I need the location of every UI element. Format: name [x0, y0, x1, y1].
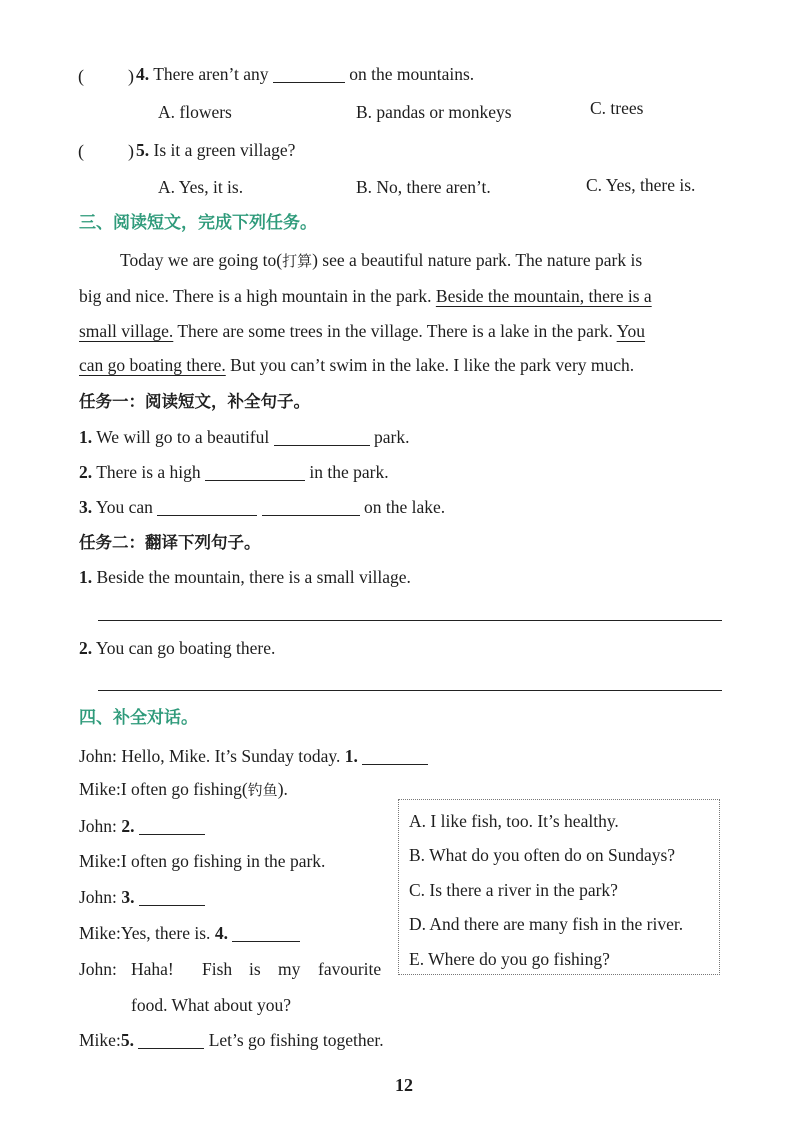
dialogue-speaker: John:: [79, 959, 117, 979]
q5-answer-paren-open: (: [78, 141, 84, 161]
task1-item-2-after: in the park.: [309, 462, 389, 482]
dialogue-text: Hello, Mike. It’s Sunday today.: [121, 746, 341, 766]
dialogue-blank-5[interactable]: [138, 1048, 204, 1049]
task1-item-1-before: We will go to a beautiful: [96, 427, 270, 447]
q4-text-after: on the mountains.: [349, 64, 475, 84]
dialogue-speaker: Mike:: [79, 923, 121, 943]
dialogue-speaker: John:: [79, 746, 117, 766]
dialogue-option-e[interactable]: E. Where do you go fishing?: [409, 949, 610, 969]
q5-option-c[interactable]: C. Yes, there is.: [586, 175, 696, 195]
dialogue-word: Haha!: [131, 959, 174, 979]
q4-text-before: There aren’t any: [153, 64, 269, 84]
dialogue-blank-2[interactable]: [139, 834, 205, 835]
dialogue-blank-4[interactable]: [232, 941, 300, 942]
dialogue-line-7: [79, 961, 117, 979]
dialogue-gloss-fishing: 钓鱼: [247, 781, 278, 799]
dialogue-blank-3[interactable]: [139, 905, 205, 906]
dialogue-word: my: [278, 959, 301, 979]
q5-number: 5.: [136, 140, 150, 160]
passage-line-1-a: Today we are going to(: [120, 250, 283, 270]
passage-underlined-sentence-2: You: [616, 321, 646, 341]
dialogue-word: is: [249, 959, 261, 979]
passage-line-2-a: big and nice. There is a high mountain in the park.: [79, 286, 432, 306]
task2-item-2-answer-line[interactable]: [98, 690, 722, 691]
task1-item-1: [79, 429, 409, 447]
task1-item-1-after: park.: [374, 427, 410, 447]
dialogue-option-b[interactable]: B. What do you often do on Sundays?: [409, 845, 676, 865]
dialogue-text-after: Let’s go fishing together.: [208, 1030, 384, 1050]
dialogue-blank-number: 4.: [214, 923, 228, 943]
q5-answer-paren-close: ): [128, 141, 134, 161]
dialogue-speaker: Mike:: [79, 1030, 121, 1050]
task2-item-2-text: You can go boating there.: [95, 638, 276, 658]
q4-number: 4.: [136, 64, 150, 84]
dialogue-text-after: ).: [277, 779, 288, 799]
dialogue-text: I often go fishing(: [120, 779, 248, 799]
task1-item-1-blank[interactable]: [274, 445, 370, 446]
page-number: 12: [395, 1075, 413, 1095]
dialogue-blank-number: 3.: [121, 887, 135, 907]
task1-item-2-blank[interactable]: [205, 480, 305, 481]
dialogue-line-2: [79, 781, 288, 799]
section3-heading: 三、阅读短文，完成下列任务。: [79, 213, 317, 233]
passage-gloss-plan: 打算: [282, 252, 313, 270]
task2-item-1: [79, 569, 411, 587]
dialogue-speaker: Mike:: [79, 779, 121, 799]
passage-line-4-b: But you can’t swim in the lake. I like the park very much.: [230, 355, 635, 375]
dialogue-option-c[interactable]: C. Is there a river in the park?: [409, 880, 618, 900]
passage-line-3-b: There are some trees in the village. There is a lake in the park.: [177, 321, 613, 341]
task1-title: 任务一：阅读短文，补全句子。: [79, 392, 310, 411]
dialogue-blank-1[interactable]: [362, 764, 428, 765]
passage-underlined-sentence-1: Beside the mountain, there is a: [435, 286, 652, 306]
task1-item-3-blank-2[interactable]: [262, 515, 360, 516]
dialogue-blank-number: 5.: [120, 1030, 134, 1050]
task1-item-3-after: on the lake.: [364, 497, 446, 517]
dialogue-speaker: John:: [79, 816, 117, 836]
dialogue-line-5: [79, 889, 205, 907]
task1-item-3-blank-1[interactable]: [157, 515, 257, 516]
q4-question: [136, 66, 474, 84]
task1-item-2: [79, 464, 389, 482]
task2-item-1-answer-line[interactable]: [98, 620, 722, 621]
dialogue-speaker: Mike:: [79, 851, 121, 871]
q4-blank[interactable]: [273, 82, 345, 83]
task1-item-3-before: You can: [95, 497, 153, 517]
q4-answer-paren-close: ): [128, 66, 134, 86]
q5-option-a[interactable]: A. Yes, it is.: [158, 177, 244, 197]
dialogue-text: I often go fishing in the park.: [120, 851, 326, 871]
task2-item-1-number: 1.: [79, 567, 93, 587]
dialogue-line-1: [79, 748, 428, 766]
q4-option-a[interactable]: A. flowers: [158, 102, 232, 122]
dialogue-blank-number: 2.: [121, 816, 135, 836]
passage-line-1-c: ) see a beautiful nature park. The nature park is: [312, 250, 643, 270]
q4-option-c[interactable]: C. trees: [590, 98, 644, 118]
task1-item-3: [79, 499, 445, 517]
q4-answer-paren-open: (: [78, 66, 84, 86]
passage-line-3: [79, 323, 645, 341]
q5-question: [136, 142, 295, 160]
q4-option-b[interactable]: B. pandas or monkeys: [356, 102, 512, 122]
passage-line-2: [79, 288, 652, 306]
section4-heading: 四、补全对话。: [79, 708, 198, 728]
dialogue-option-a[interactable]: A. I like fish, too. It’s healthy.: [409, 811, 619, 831]
dialogue-line-7-continuation: food. What about you?: [131, 995, 292, 1015]
task1-item-3-number: 3.: [79, 497, 93, 517]
passage-line-4: [79, 357, 634, 375]
dialogue-line-6: [79, 925, 300, 943]
dialogue-option-d[interactable]: D. And there are many fish in the river.: [409, 914, 684, 934]
dialogue-speaker: John:: [79, 887, 117, 907]
dialogue-line-3: [79, 818, 205, 836]
passage-underlined-sentence-1-end: small village.: [79, 321, 174, 341]
task1-item-1-number: 1.: [79, 427, 93, 447]
passage-line-1: [120, 252, 642, 270]
dialogue-line-4: [79, 853, 325, 871]
q5-text: Is it a green village?: [153, 140, 296, 160]
passage-underlined-sentence-2-end: can go boating there.: [79, 355, 226, 375]
dialogue-text: Yes, there is.: [120, 923, 211, 943]
task1-item-2-number: 2.: [79, 462, 93, 482]
dialogue-word: favourite: [318, 959, 382, 979]
task2-title: 任务二：翻译下列句子。: [79, 533, 261, 552]
dialogue-line-8: [79, 1032, 384, 1050]
q5-option-b[interactable]: B. No, there aren’t.: [356, 177, 491, 197]
task2-item-2-number: 2.: [79, 638, 93, 658]
dialogue-blank-number: 1.: [344, 746, 358, 766]
task2-item-2: [79, 640, 275, 658]
task2-item-1-text: Beside the mountain, there is a small village.: [96, 567, 411, 587]
task1-item-2-before: There is a high: [96, 462, 201, 482]
dialogue-word: Fish: [202, 959, 233, 979]
